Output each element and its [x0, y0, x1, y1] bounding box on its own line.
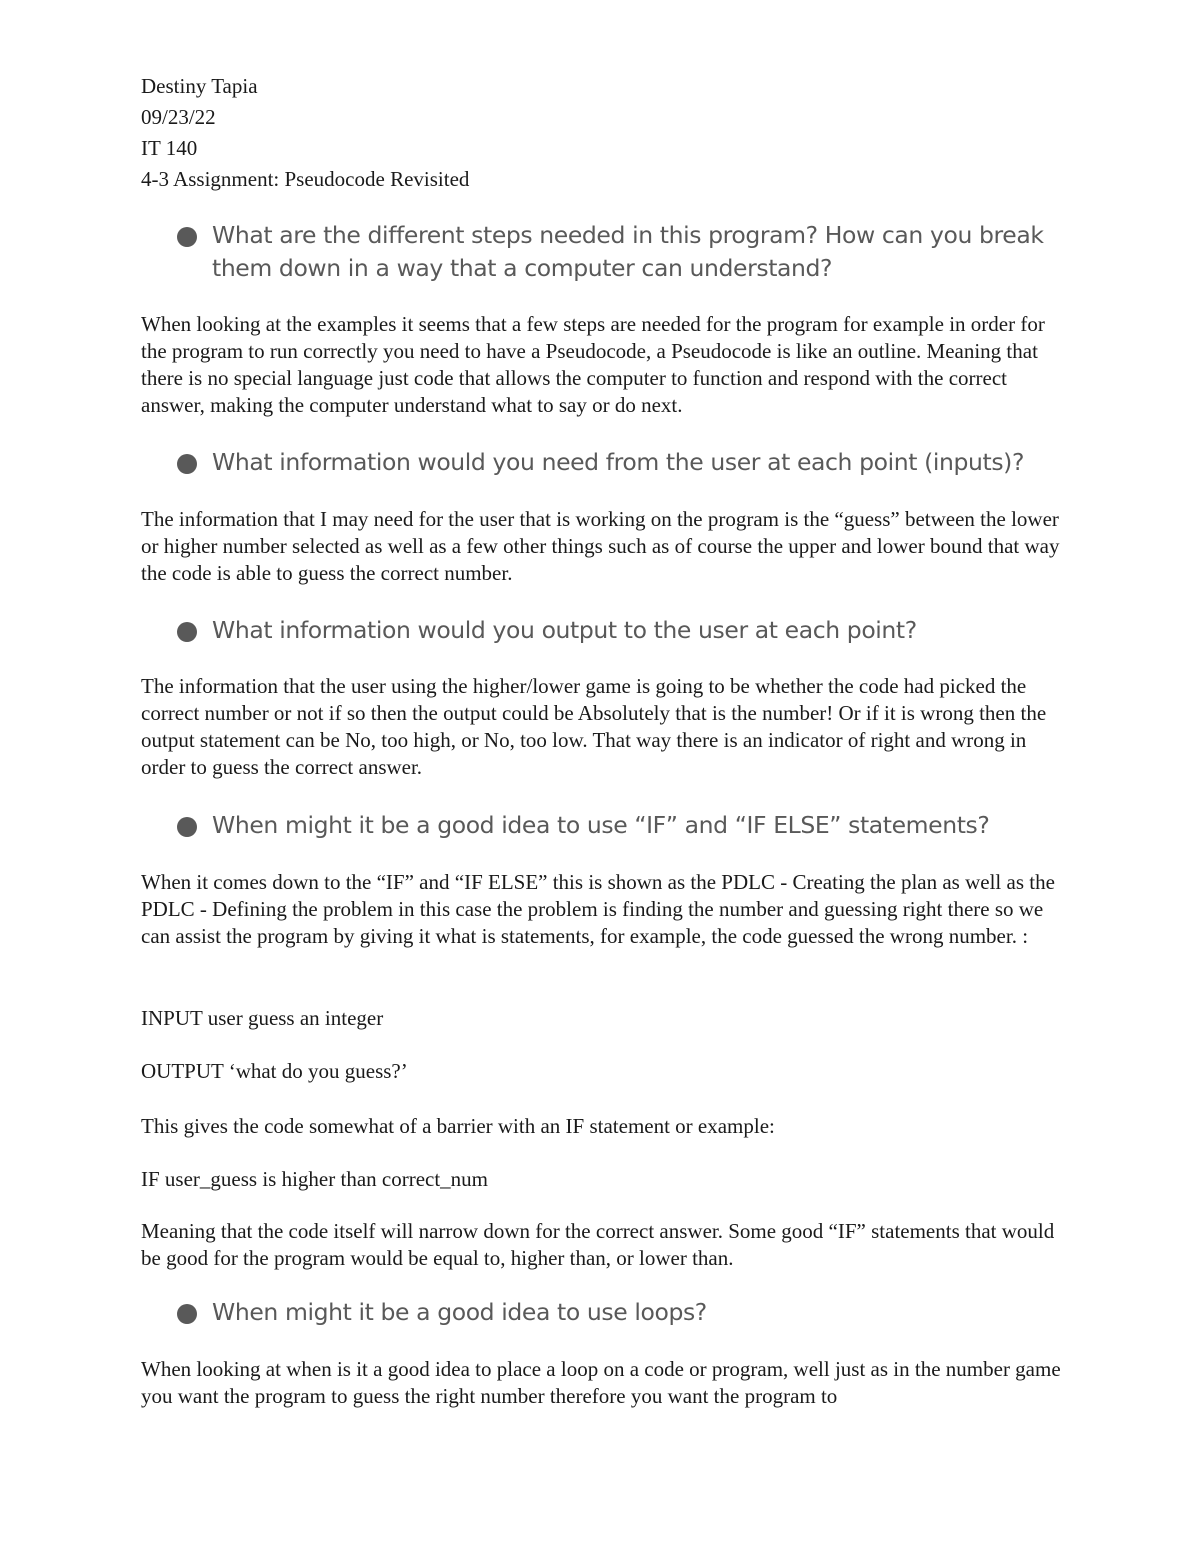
- answer-2: The information that I may need for the user that is working on the program is the “guess” between the lower or higher number selected as well as a few other things such as of course the upper and lower bound that way the code is able to guess the correct number.: [141, 507, 1060, 585]
- bullet-icon: [177, 817, 197, 837]
- question-1: [175, 219, 1055, 285]
- question-2: [175, 446, 1055, 479]
- bullet-icon: [177, 227, 197, 247]
- answer-1: When looking at the examples it seems that a few steps are needed for the program for example in order for the program to run correctly you need to have a Pseudocode, a Pseudocode is like an outline. Meaning that there is no special language just code that allows the computer to function and respond with the correct answer, making the computer understand what to say or do next.: [141, 312, 1045, 417]
- question-3: [175, 614, 1055, 647]
- pseudocode-input-line: INPUT user guess an integer: [141, 1006, 384, 1030]
- bullet-icon: [177, 1304, 197, 1324]
- question-2-text: What information would you need from the user at each point (inputs)?: [212, 448, 1025, 476]
- barrier-explanation: This gives the code somewhat of a barrier with an IF statement or example:: [141, 1114, 775, 1138]
- answer-3: The information that the user using the higher/lower game is going to be whether the code had picked the correct number or not if so then the output could be Absolutely that is the number! Or if it is wrong then the output statement can be No, too high, or No, too low. That way there is an indicator of right and wrong in order to guess the correct answer.: [141, 674, 1047, 779]
- question-3-text: What information would you output to the user at each point?: [212, 616, 917, 644]
- answer-4: When it comes down to the “IF” and “IF ELSE” this is shown as the PDLC - Creating the plan as well as the PDLC - Defining the problem in this case the problem is finding the number and guessing right there so we can assist the program by giving it what is statements, for example, the code guessed the wrong number. :: [141, 870, 1055, 948]
- document-date: 09/23/22: [141, 105, 216, 129]
- answer-5: When looking at when is it a good idea to place a loop on a code or program, well just as in the number game you want the program to guess the right number therefore you want the program to: [141, 1357, 1061, 1408]
- course-code: IT 140: [141, 136, 198, 160]
- pseudocode-output-line: OUTPUT ‘what do you guess?’: [141, 1059, 408, 1083]
- question-5: [175, 1296, 1055, 1329]
- assignment-title: 4-3 Assignment: Pseudocode Revisited: [141, 167, 470, 191]
- answer-4-conclusion: Meaning that the code itself will narrow down for the correct answer. Some good “IF” statements that would be good for the program would be equal to, higher than, or lower than.: [141, 1219, 1055, 1270]
- author-name: Destiny Tapia: [141, 74, 258, 98]
- question-5-text: When might it be a good idea to use loops?: [212, 1298, 707, 1326]
- question-4-text: When might it be a good idea to use “IF” and “IF ELSE” statements?: [212, 811, 990, 839]
- question-1-text: What are the different steps needed in this program? How can you break them down in a way that a computer can understand?: [212, 221, 1044, 282]
- pseudocode-if-line: IF user_guess is higher than correct_num: [141, 1167, 489, 1191]
- bullet-icon: [177, 622, 197, 642]
- question-4: [175, 809, 1055, 842]
- bullet-icon: [177, 454, 197, 474]
